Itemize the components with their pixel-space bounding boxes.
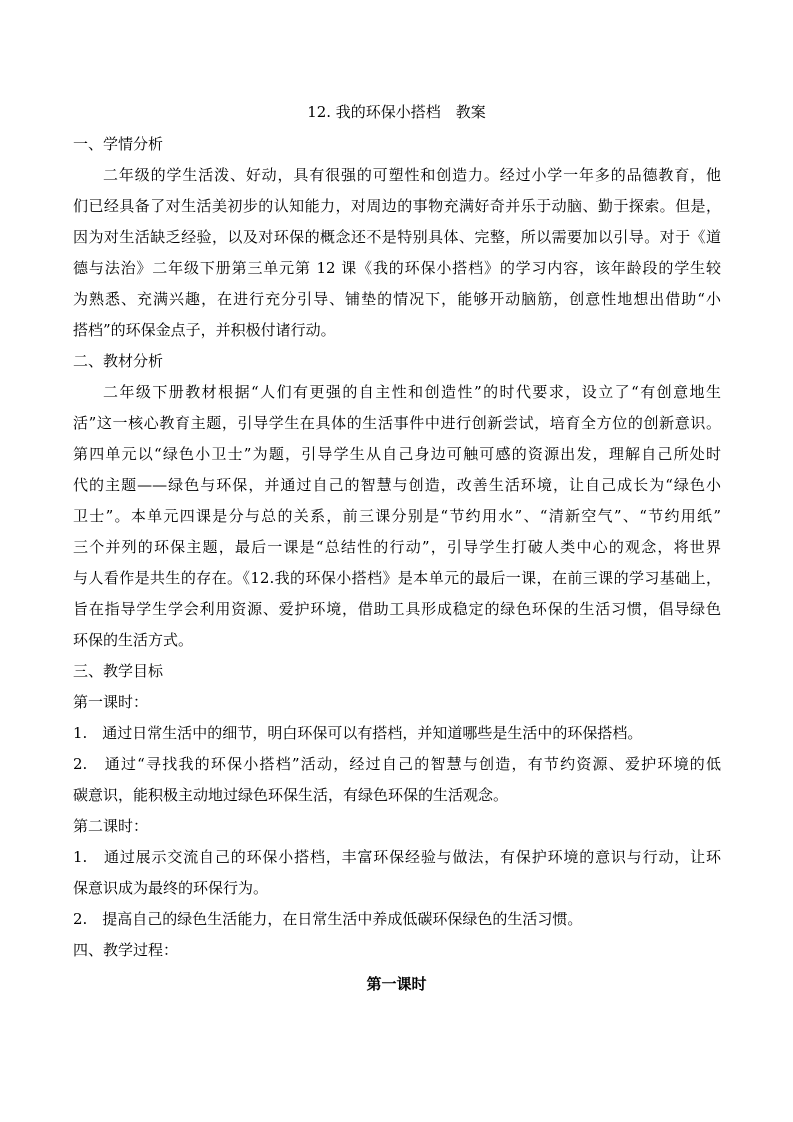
section-heading-2: 二、教材分析	[73, 352, 164, 370]
document-title: 12. 我的环保小搭档 教案	[307, 103, 486, 121]
paragraph-line: 搭档”的环保金点子，并积极付诸行动。	[73, 321, 336, 339]
paragraph-line: 为熟悉、充满兴趣，在进行充分引导、铺垫的情况下，能够开动脑筋，创意性地想出借助“小	[73, 290, 721, 308]
objective-item: 2. 提高自己的绿色生活能力，在日常生活中养成低碳环保绿色的生活习惯。	[73, 910, 583, 928]
objective-item: 1. 通过日常生活中的细节，明白环保可以有搭档，并知道哪些是生活中的环保搭档。	[73, 724, 643, 742]
objective-item-continued: 保意识成为最终的环保行为。	[73, 879, 269, 897]
section-heading-3: 三、教学目标	[73, 662, 164, 680]
lesson-label-2: 第二课时：	[73, 817, 149, 835]
paragraph-line: 卫士”。本单元四课是分与总的关系，前三课分别是“节约用水”、“清新空气”、“节约用纸”	[73, 507, 721, 525]
paragraph-line: 二年级下册教材根据“人们有更强的自主性和创造性”的时代要求，设立了“有创意地生	[103, 383, 721, 401]
paragraph-line: 代的主题——绿色与环保，并通过自己的智慧与创造，改善生活环境，让自己成长为“绿色小	[73, 476, 721, 494]
objective-item: 2. 通过“寻找我的环保小搭档”活动，经过自己的智慧与创造，有节约资源、爱护环境的低	[73, 755, 721, 773]
paragraph-line: 环保的生活方式。	[73, 631, 194, 649]
section-heading-1: 一、学情分析	[73, 135, 164, 153]
paragraph-line: 第四单元以“绿色小卫士”为题，引导学生从自己身边可触可感的资源出发，理解自己所处时	[73, 445, 721, 463]
paragraph-line: 因为对生活缺乏经验，以及对环保的概念还不是特别具体、完整，所以需要加以引导。对于《道	[73, 228, 721, 246]
paragraph-line: 与人看作是共生的存在。《12.我的环保小搭档》是本单元的最后一课，在前三课的学习基础上，	[73, 569, 721, 587]
paragraph-line: 旨在指导学生学会利用资源、爱护环境，借助工具形成稳定的绿色环保的生活习惯，倡导绿色	[73, 600, 721, 618]
section-heading-4: 四、教学过程：	[73, 941, 179, 959]
paragraph-line: 活”这一核心教育主题，引导学生在具体的生活事件中进行创新尝试，培育全方位的创新意识。	[73, 414, 721, 432]
paragraph-line: 德与法治》二年级下册第三单元第 12 课《我的环保小搭档》的学习内容，该年龄段的学生较	[73, 259, 721, 277]
objective-item-continued: 碳意识，能积极主动地过绿色环保生活，有绿色环保的生活观念。	[73, 786, 509, 804]
paragraph-line: 三个并列的环保主题，最后一课是“总结性的行动”，引导学生打破人类中心的观念，将世界	[73, 538, 721, 556]
paragraph-line: 二年级的学生活泼、好动，具有很强的可塑性和创造力。经过小学一年多的品德教育，他	[103, 166, 721, 184]
objective-item: 1. 通过展示交流自己的环保小搭档，丰富环保经验与做法，有保护环境的意识与行动，让环	[73, 848, 721, 866]
lesson-label-1: 第一课时：	[73, 693, 149, 711]
lesson-title: 第一课时	[366, 975, 427, 993]
paragraph-line: 们已经具备了对生活美初步的认知能力，对周边的事物充满好奇并乐于动脑、勤于探索。但是，	[73, 197, 721, 215]
